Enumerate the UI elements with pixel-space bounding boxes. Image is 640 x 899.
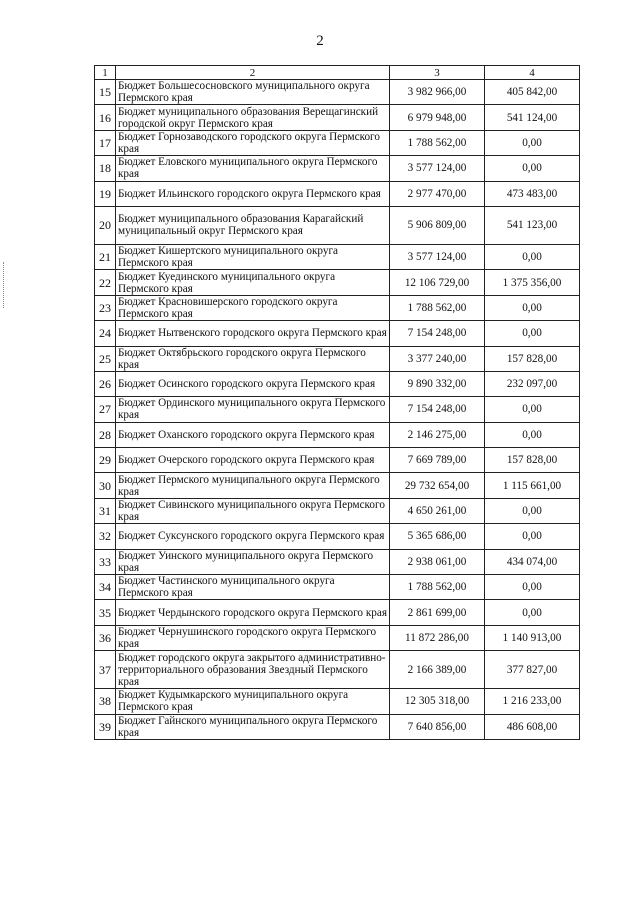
row-col4-value: 541 123,00 — [485, 206, 580, 244]
row-name-cell: Бюджет Очерского городского округа Пермского края — [116, 448, 390, 473]
row-col3-value: 4 650 261,00 — [390, 498, 485, 523]
row-col3-value: 7 669 789,00 — [390, 448, 485, 473]
row-col4-value: 0,00 — [485, 321, 580, 346]
row-col3-value: 1 788 562,00 — [390, 575, 485, 600]
row-name-cell: Бюджет Красновишерского городского округа Пермского края — [116, 295, 390, 320]
row-col4-value: 486 608,00 — [485, 714, 580, 739]
row-number-cell: 17 — [95, 130, 116, 155]
row-number-cell: 28 — [95, 422, 116, 447]
row-name-cell: Бюджет Октябрьского городского округа Пермского края — [116, 346, 390, 371]
row-number-cell: 36 — [95, 625, 116, 650]
row-col4-value: 1 375 356,00 — [485, 270, 580, 295]
row-col4-value: 541 124,00 — [485, 105, 580, 130]
row-col3-value: 9 890 332,00 — [390, 371, 485, 396]
row-number-cell: 39 — [95, 714, 116, 739]
table-row — [95, 524, 580, 549]
row-col3-value: 1 788 562,00 — [390, 130, 485, 155]
row-number-cell: 25 — [95, 346, 116, 371]
table-row — [95, 181, 580, 206]
row-name-cell: Бюджет Сивинского муниципального округа Пермского края — [116, 498, 390, 523]
row-col4-value: 1 216 233,00 — [485, 689, 580, 714]
row-number-cell: 27 — [95, 397, 116, 422]
row-name-cell: Бюджет Ординского муниципального округа Пермского края — [116, 397, 390, 422]
table-row — [95, 625, 580, 650]
table-row — [95, 130, 580, 155]
row-col4-value: 1 140 913,00 — [485, 625, 580, 650]
row-col4-value: 157 828,00 — [485, 346, 580, 371]
row-col4-value: 0,00 — [485, 524, 580, 549]
row-name-cell: Бюджет Гайнского муниципального округа Пермского края — [116, 714, 390, 739]
table-row — [95, 422, 580, 447]
row-number-cell: 20 — [95, 206, 116, 244]
header-row — [95, 66, 580, 80]
row-name-cell: Бюджет муниципального образования Карагайский муниципальный округ Пермского края — [116, 206, 390, 244]
row-col3-value: 6 979 948,00 — [390, 105, 485, 130]
table-row — [95, 295, 580, 320]
row-name-cell: Бюджет Нытвенского городского округа Пермского края — [116, 321, 390, 346]
row-col4-value: 1 115 661,00 — [485, 473, 580, 498]
row-name-cell: Бюджет Частинского муниципального округа Пермского края — [116, 575, 390, 600]
row-name-cell: Бюджет Куединского муниципального округа Пермского края — [116, 270, 390, 295]
table-row — [95, 80, 580, 105]
table-row — [95, 448, 580, 473]
row-number-cell: 30 — [95, 473, 116, 498]
row-name-cell: Бюджет Большесосновского муниципального округа Пермского края — [116, 80, 390, 105]
page-number: 2 — [316, 33, 324, 49]
row-col4-value: 157 828,00 — [485, 448, 580, 473]
row-col4-value: 0,00 — [485, 295, 580, 320]
row-number-cell: 38 — [95, 689, 116, 714]
table-row — [95, 549, 580, 574]
row-name-cell: Бюджет Осинского городского округа Пермского края — [116, 371, 390, 396]
row-col4-value: 0,00 — [485, 422, 580, 447]
row-number-cell: 21 — [95, 244, 116, 269]
row-number-cell: 34 — [95, 575, 116, 600]
budget-table — [94, 65, 580, 740]
row-col3-value: 7 154 248,00 — [390, 321, 485, 346]
row-name-cell: Бюджет Кишертского муниципального округа Пермского края — [116, 244, 390, 269]
row-name-cell: Бюджет городского округа закрытого административно-территориального образования Звездный Пермского края — [116, 651, 390, 689]
row-col4-value: 0,00 — [485, 498, 580, 523]
row-col4-value: 0,00 — [485, 156, 580, 181]
row-col4-value: 0,00 — [485, 244, 580, 269]
row-col3-value: 2 977 470,00 — [390, 181, 485, 206]
row-col4-value: 405 842,00 — [485, 80, 580, 105]
row-name-cell: Бюджет муниципального образования Верещагинский городской округ Пермского края — [116, 105, 390, 130]
row-number-cell: 31 — [95, 498, 116, 523]
row-col3-value: 2 938 061,00 — [390, 549, 485, 574]
row-number-cell: 24 — [95, 321, 116, 346]
row-col4-value: 377 827,00 — [485, 651, 580, 689]
table-row — [95, 270, 580, 295]
row-col4-value: 0,00 — [485, 575, 580, 600]
table-row — [95, 651, 580, 689]
row-name-cell: Бюджет Кудымкарского муниципального округа Пермского края — [116, 689, 390, 714]
row-number-cell: 18 — [95, 156, 116, 181]
row-name-cell: Бюджет Оханского городского округа Пермского края — [116, 422, 390, 447]
row-number-cell: 37 — [95, 651, 116, 689]
row-col4-value: 473 483,00 — [485, 181, 580, 206]
row-number-cell: 16 — [95, 105, 116, 130]
row-name-cell: Бюджет Ильинского городского округа Пермского края — [116, 181, 390, 206]
header-col-4: 4 — [485, 66, 580, 80]
row-name-cell: Бюджет Чердынского городского округа Пермского края — [116, 600, 390, 625]
table-row — [95, 105, 580, 130]
header-col-2: 2 — [116, 66, 390, 80]
row-col4-value: 232 097,00 — [485, 371, 580, 396]
row-col3-value: 3 377 240,00 — [390, 346, 485, 371]
row-col3-value: 7 154 248,00 — [390, 397, 485, 422]
row-number-cell: 23 — [95, 295, 116, 320]
row-col3-value: 7 640 856,00 — [390, 714, 485, 739]
row-col3-value: 12 305 318,00 — [390, 689, 485, 714]
table-row — [95, 473, 580, 498]
row-number-cell: 15 — [95, 80, 116, 105]
row-number-cell: 32 — [95, 524, 116, 549]
table-row — [95, 371, 580, 396]
table-row — [95, 600, 580, 625]
row-col4-value: 434 074,00 — [485, 549, 580, 574]
table-row — [95, 575, 580, 600]
row-number-cell: 33 — [95, 549, 116, 574]
header-col-1: 1 — [95, 66, 116, 80]
row-col3-value: 1 788 562,00 — [390, 295, 485, 320]
row-number-cell: 35 — [95, 600, 116, 625]
row-col3-value: 2 861 699,00 — [390, 600, 485, 625]
table-row — [95, 321, 580, 346]
table-row — [95, 346, 580, 371]
row-col3-value: 11 872 286,00 — [390, 625, 485, 650]
table-row — [95, 397, 580, 422]
table-row — [95, 156, 580, 181]
row-col4-value: 0,00 — [485, 130, 580, 155]
row-name-cell: Бюджет Чернушинского городского округа Пермского края — [116, 625, 390, 650]
table-row — [95, 498, 580, 523]
row-col3-value: 5 365 686,00 — [390, 524, 485, 549]
row-col3-value: 12 106 729,00 — [390, 270, 485, 295]
table-row — [95, 689, 580, 714]
table-row — [95, 714, 580, 739]
margin-mark — [3, 262, 7, 308]
row-name-cell: Бюджет Пермского муниципального округа Пермского края — [116, 473, 390, 498]
table-row — [95, 244, 580, 269]
row-name-cell: Бюджет Еловского муниципального округа Пермского края — [116, 156, 390, 181]
row-name-cell: Бюджет Суксунского городского округа Пермского края — [116, 524, 390, 549]
row-number-cell: 26 — [95, 371, 116, 396]
header-col-3: 3 — [390, 66, 485, 80]
row-name-cell: Бюджет Горнозаводского городского округа Пермского края — [116, 130, 390, 155]
table-row — [95, 206, 580, 244]
row-col3-value: 5 906 809,00 — [390, 206, 485, 244]
row-col3-value: 3 982 966,00 — [390, 80, 485, 105]
row-col4-value: 0,00 — [485, 600, 580, 625]
row-col3-value: 3 577 124,00 — [390, 156, 485, 181]
row-col3-value: 29 732 654,00 — [390, 473, 485, 498]
row-name-cell: Бюджет Уинского муниципального округа Пермского края — [116, 549, 390, 574]
row-col3-value: 3 577 124,00 — [390, 244, 485, 269]
row-col3-value: 2 146 275,00 — [390, 422, 485, 447]
row-number-cell: 29 — [95, 448, 116, 473]
row-number-cell: 22 — [95, 270, 116, 295]
row-number-cell: 19 — [95, 181, 116, 206]
row-col3-value: 2 166 389,00 — [390, 651, 485, 689]
row-col4-value: 0,00 — [485, 397, 580, 422]
